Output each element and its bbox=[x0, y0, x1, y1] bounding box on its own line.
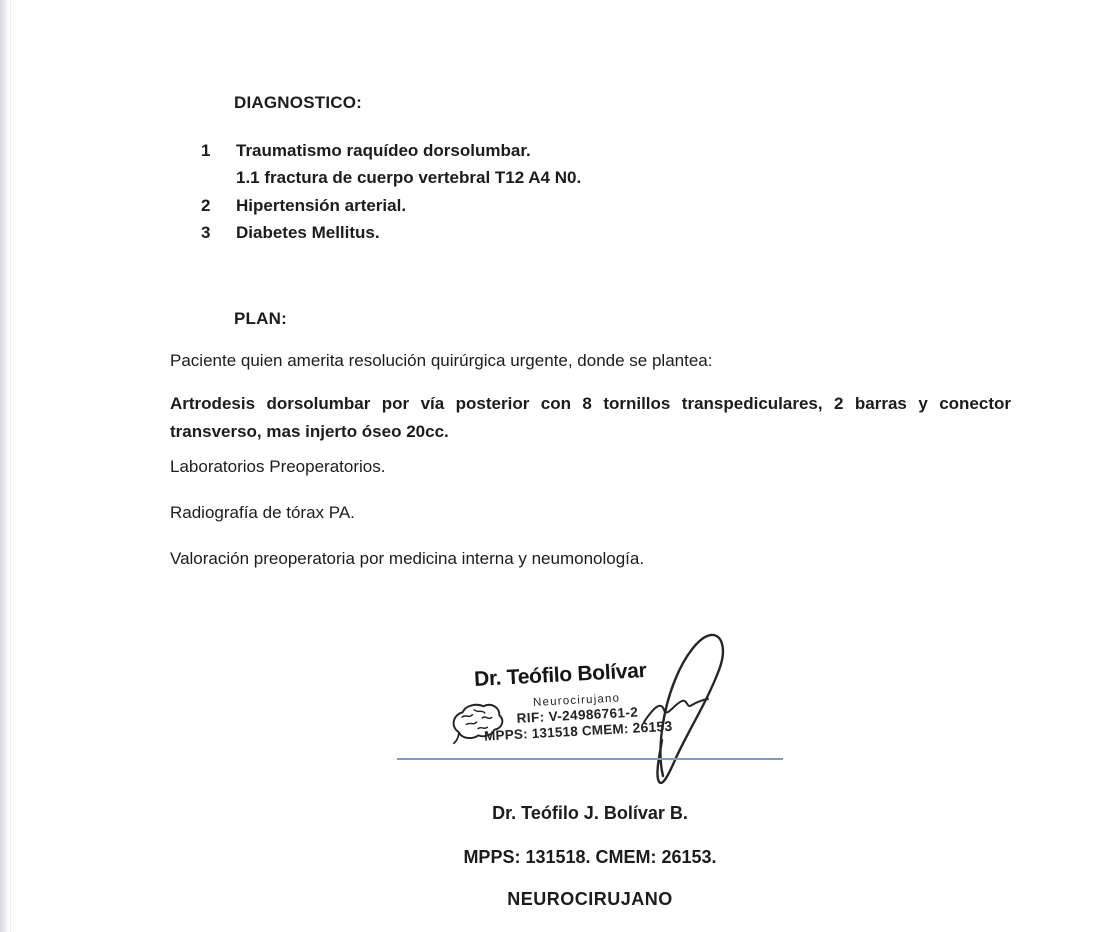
plan-procedure-line-2: transverso, mas injerto óseo 20cc. bbox=[170, 422, 449, 441]
footer-registry: MPPS: 131518. CMEM: 26153. bbox=[463, 847, 717, 867]
diagnosis-item-number bbox=[201, 168, 236, 188]
plan-item-preop-eval: Valoración preoperatoria por medicina interna y neumonología. bbox=[170, 549, 645, 568]
diagnosis-item-1-1 bbox=[201, 168, 581, 188]
brain-icon bbox=[448, 700, 508, 747]
diagnosis-item-2 bbox=[201, 196, 406, 216]
plan-procedure-line-1: Artrodesis dorsolumbar por vía posterior con 8 tornillos transpediculares, 2 barras y conector bbox=[170, 394, 1011, 413]
plan-item-labs: Laboratorios Preoperatorios. bbox=[170, 457, 386, 476]
diagnosis-item-number: 3 bbox=[201, 223, 211, 242]
plan-item-xray: Radiografía de tórax PA. bbox=[170, 503, 355, 522]
diagnosis-item-text: Diabetes Mellitus. bbox=[236, 223, 380, 242]
signature-scribble bbox=[628, 626, 793, 801]
stamp-registry-number: 26153 bbox=[632, 717, 673, 736]
stamp-registry-label: MPPS: 131518 CMEM: bbox=[483, 720, 633, 744]
footer-specialty: NEUROCIRUJANO bbox=[507, 889, 673, 909]
stamp-specialty: Neurocirujano bbox=[532, 692, 621, 709]
diagnosis-item-1 bbox=[201, 141, 531, 161]
footer-doctor-name: Dr. Teófilo J. Bolívar B. bbox=[492, 803, 688, 823]
signature-line bbox=[397, 758, 783, 760]
diagnosis-item-number: 1 bbox=[201, 141, 211, 160]
diagnosis-heading: DIAGNOSTICO: bbox=[234, 93, 363, 112]
diagnosis-item-number: 2 bbox=[201, 196, 211, 215]
diagnosis-item-3 bbox=[201, 223, 380, 243]
stamp-rif: RIF: V-24986761-2 bbox=[516, 704, 639, 726]
plan-heading: PLAN: bbox=[234, 309, 287, 328]
plan-intro-paragraph: Paciente quien amerita resolución quirúrgica urgente, donde se plantea: bbox=[170, 351, 713, 370]
page-left-edge bbox=[0, 0, 11, 932]
stamp-doctor-name: Dr. Teófilo Bolívar bbox=[473, 659, 647, 692]
diagnosis-item-text: Traumatismo raquídeo dorsolumbar. bbox=[236, 141, 531, 160]
diagnosis-item-text: Hipertensión arterial. bbox=[236, 196, 407, 215]
diagnosis-item-text: 1.1 fractura de cuerpo vertebral T12 A4 N0. bbox=[236, 168, 582, 187]
